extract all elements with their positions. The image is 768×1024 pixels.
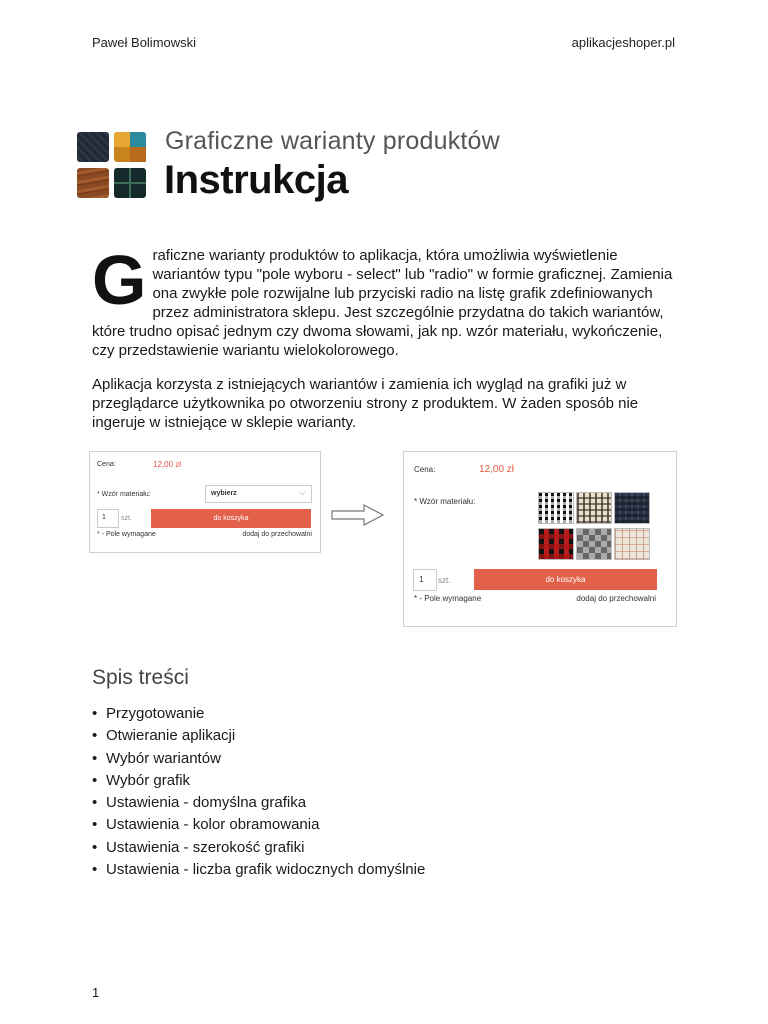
document-title: Instrukcja — [164, 158, 348, 202]
app-logo — [77, 132, 147, 198]
toc-list — [92, 703, 425, 881]
chevron-down-icon: ⌵ — [299, 487, 306, 497]
toc-item[interactable]: • Otwieranie aplikacji — [92, 727, 236, 745]
intro-text: raficzne warianty produktów to aplikacja, która umożliwia wyświetlenie wariantów typu "pole wyboru - select" lub "radio" w formie graficznej. Zamienia ona zwykłe pole rozwijalne lub przyciski radio na listę grafik zdefiniowanych przez administratora sklepu. Jest szczególnie przydatna do takich wariantów, które trudno opisać jednym czy dwoma słowami, jak np. wzór materiału, wykończenie, czy przedstawienie wariantu wielokolorowego. — [92, 247, 673, 359]
variant-select — [205, 485, 312, 503]
toc-item[interactable]: • Ustawienia - liczba grafik widocznych domyślnie — [92, 861, 426, 879]
qty-input: 1 — [413, 569, 437, 591]
swatch-red-buffalo-check — [538, 528, 574, 560]
document-subtitle: Graficzne warianty produktów — [165, 127, 500, 155]
storage-link: dodaj do przechowalni — [242, 531, 312, 538]
header-author: Paweł Bolimowski — [92, 35, 197, 50]
toc-item[interactable]: • Wybór grafik — [92, 771, 191, 789]
qty-unit: szt. — [438, 576, 451, 585]
toc-heading: Spis treści — [92, 666, 189, 689]
swatch-black-white-check — [538, 492, 574, 524]
cart-button: do koszyka — [474, 569, 657, 590]
price-label: Cena: — [97, 461, 116, 468]
header-site: aplikacjeshoper.pl — [571, 35, 675, 50]
swatch-navy-check — [614, 492, 650, 524]
arrow-right-icon — [331, 503, 385, 527]
required-note: * - Pole wymagane — [97, 531, 156, 538]
select-value: wybierz — [211, 490, 237, 497]
page-number: 1 — [92, 985, 100, 1000]
price-value: 12,00 zł — [479, 464, 515, 475]
variant-label: * Wzór materiału: — [414, 497, 476, 506]
toc-item[interactable]: • Wybór wariantów — [92, 749, 221, 767]
toc-item[interactable]: • Przygotowanie — [92, 705, 205, 722]
price-value: 12,00 zł — [153, 460, 182, 469]
required-note: * - Pole wymagane — [414, 594, 482, 603]
swatch-beige-check — [576, 492, 612, 524]
variant-label: * Wzór materiału: — [97, 491, 151, 498]
cart-button: do koszyka — [151, 509, 311, 528]
qty-unit: szt. — [121, 515, 132, 522]
screenshot-before — [89, 451, 321, 553]
price-label: Cena: — [414, 465, 436, 474]
swatch-cream-tartan — [614, 528, 650, 560]
toc-item[interactable]: • Ustawienia - kolor obramowania — [92, 816, 320, 834]
intro-paragraph — [92, 241, 676, 360]
screenshot-after — [403, 451, 677, 627]
storage-link: dodaj do przechowalni — [576, 594, 656, 603]
qty-input: 1 — [97, 509, 119, 528]
swatch-grey-argyle — [576, 528, 612, 560]
toc-item[interactable]: • Ustawienia - domyślna grafika — [92, 794, 307, 812]
second-paragraph: Aplikacja korzysta z istniejących wariantów i zamienia ich wygląd na grafiki już w przeglądarce użytkownika po otworzeniu strony z produktem. W żaden sposób nie ingeruje w istniejące w sklepie warianty. — [92, 376, 639, 431]
toc-item[interactable]: • Ustawienia - szerokość grafiki — [92, 838, 305, 856]
dropcap-letter: G — [92, 241, 147, 319]
